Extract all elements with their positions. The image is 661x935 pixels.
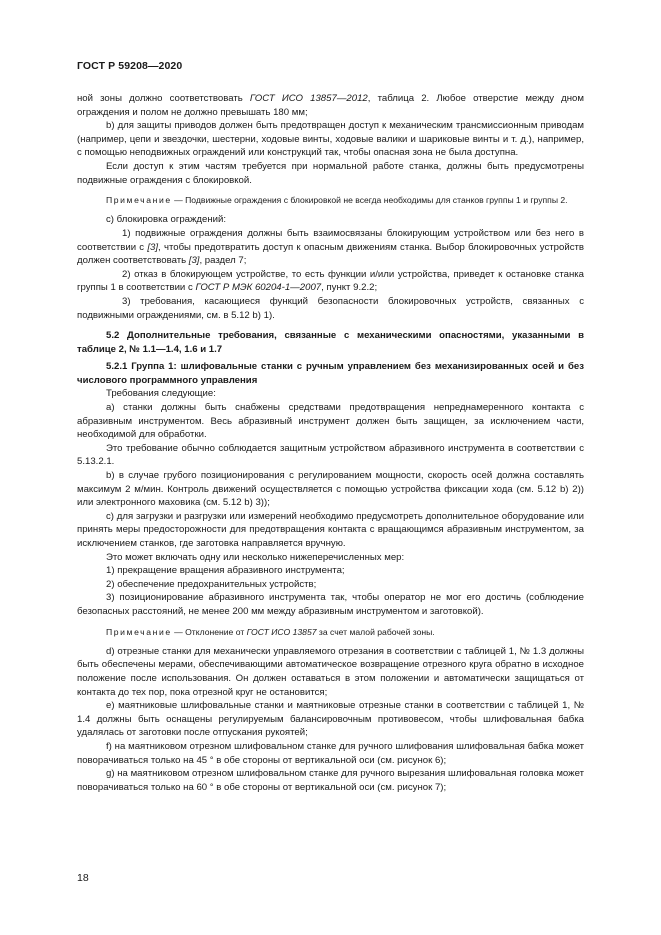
note-label: Примечание <box>106 626 172 637</box>
paragraph: b) для защиты приводов должен быть предотвращен доступ к механическим трансмиссионным приводам (например, цепи и звездочки, шестерни, ходовые винты, ходовые валики и шариковые винты и т. д.), например, с помощью неподвижных ограждений или конструкций так, чтобы опасная зона не была доступна. <box>77 120 584 159</box>
standard-reference: ГОСТ ИСО 13857 <box>246 626 317 637</box>
note <box>77 626 584 638</box>
standard-reference: ГОСТ ИСО 13857—2012 <box>249 93 368 104</box>
text-span: ной зоны должно соответствовать <box>77 93 250 104</box>
document-body <box>77 92 584 794</box>
text-span: , раздел 7; <box>199 255 247 267</box>
paragraph: Это может включать одну или несколько нижеперечисленных мер: <box>106 551 405 563</box>
paragraph: 3) требования, касающиеся функций безопасности блокировочных устройств, связанных с подвижными ограждениями, см. в 5.12 b) 1). <box>77 295 584 321</box>
page-number: 18 <box>77 872 89 884</box>
paragraph: Это требование обычно соблюдается защитным устройством абразивного инструмента в соответствии с 5.13.2.1. <box>77 442 584 468</box>
section-heading: 5.2 Дополнительные требования, связанные с механическими опасностями, указанными в таблице 2, № 1.1—1.4, 1.6 и 1.7 <box>77 330 584 355</box>
subsection-heading: 5.2.1 Группа 1: шлифовальные станки с ручным управлением без механизированных осей и без числового программного управления <box>77 361 584 386</box>
bibliography-reference: [3] <box>188 255 200 267</box>
standard-reference: ГОСТ Р МЭК 60204-1—2007 <box>195 282 322 294</box>
paragraph: f) на маятниковом отрезном шлифовальном станке для ручного шлифования шлифовальная бабка может поворачиваться только на 45 ° в обе стороны от вертикальной оси (см. рисунок 6); <box>77 740 584 766</box>
note-text: — Подвижные ограждения с блокировкой не всегда необходимы для станков группы 1 и группы 2. <box>171 195 568 206</box>
paragraph: a) станки должны быть снабжены средствами предотвращения непреднамеренного контакта с абразивным инструментом. Весь абразивный инструмент должен быть защищен, за исключением части, необходимой для обработки. <box>77 402 584 441</box>
list-item: 3) позиционирование абразивного инструмента так, чтобы оператор не мог его достичь (соблюдение безопасных расстояний, не менее 200 мм между абразивным инструментом и заготовкой). <box>77 592 584 617</box>
standard-code-header: ГОСТ Р 59208—2020 <box>77 60 183 72</box>
list-item: 1) прекращение вращения абразивного инструмента; <box>106 565 345 577</box>
text-span: 2) отказ в блокирующем устройстве, то есть функции и/или устройства, приведет к остановке станка группы 1 в соответствии с <box>77 268 584 294</box>
paragraph <box>77 92 584 119</box>
list-item: 2) обеспечение предохранительных устройств; <box>106 578 317 590</box>
text-span: , таблица 2. Любое отверстие между дном ограждения и полом не должно превышать 180 мм; <box>77 93 584 118</box>
paragraph: c) для загрузки и разгрузки или измерений необходимо предусмотреть дополнительное оборудование или принять меры предосторожности для предотвращения контакта с вращающимся абразивным инструментом, за исключением станков, где заготовка направляется вручную. <box>77 510 584 550</box>
paragraph: Если доступ к этим частям требуется при нормальной работе станка, должны быть предусмотрены подвижные ограждения с блокировкой. <box>77 160 584 186</box>
paragraph: Требования следующие: <box>106 388 216 400</box>
paragraph: d) отрезные станки для механически управляемого отрезания в соответствии с таблицей 1, № 1.3 должны быть обеспечены мерами, обеспечивающими автоматическое возвращение отрезного круга обратно в исходное положение после использования. Он должен оставаться в этом положении и автоматически защищаться от контакта до тех пор, пока отрезной круг не остановится; <box>77 645 584 698</box>
note <box>77 194 584 206</box>
note-text: — Отклонение от <box>171 626 247 637</box>
note-text: за счет малой рабочей зоны. <box>316 626 435 637</box>
paragraph: c) блокировка ограждений: <box>106 214 227 226</box>
paragraph: e) маятниковые шлифовальные станки и маятниковые отрезные станки в соответствии с таблицей 1, № 1.4 должны быть оснащены регулируемым балансировочным противовесом, чтобы шлифовальная бабка удалялась от заготовки после отпускания рукоятей; <box>77 700 584 739</box>
note-label: Примечание <box>106 195 172 206</box>
text-span: , чтобы предотвратить доступ к опасным движениям станка. Выбор блокировочных устройств должен соответствовать <box>77 241 585 267</box>
paragraph <box>77 268 584 295</box>
text-span: , пункт 9.2.2; <box>321 282 378 294</box>
text-span: 1) подвижные ограждения должны быть взаимосвязаны блокирующим устройством или без него в соответствии с <box>77 227 584 253</box>
paragraph: b) в случае грубого позиционирования с регулированием мощности, скорость осей должна составлять максимум 2 м/мин. Контроль движений осуществляется с помощью устройства фиксации хода (см. 5.12 b) 2)) или электронного маховика (см. 5.12 b) 3)); <box>77 470 584 509</box>
paragraph: g) на маятниковом отрезном шлифовальном станке для ручного вырезания шлифовальная головка может поворачиваться только на 60 ° в обе стороны от вертикальной оси (см. рисунок 7); <box>77 768 584 793</box>
paragraph <box>77 227 584 268</box>
bibliography-reference: [3] <box>147 241 159 253</box>
